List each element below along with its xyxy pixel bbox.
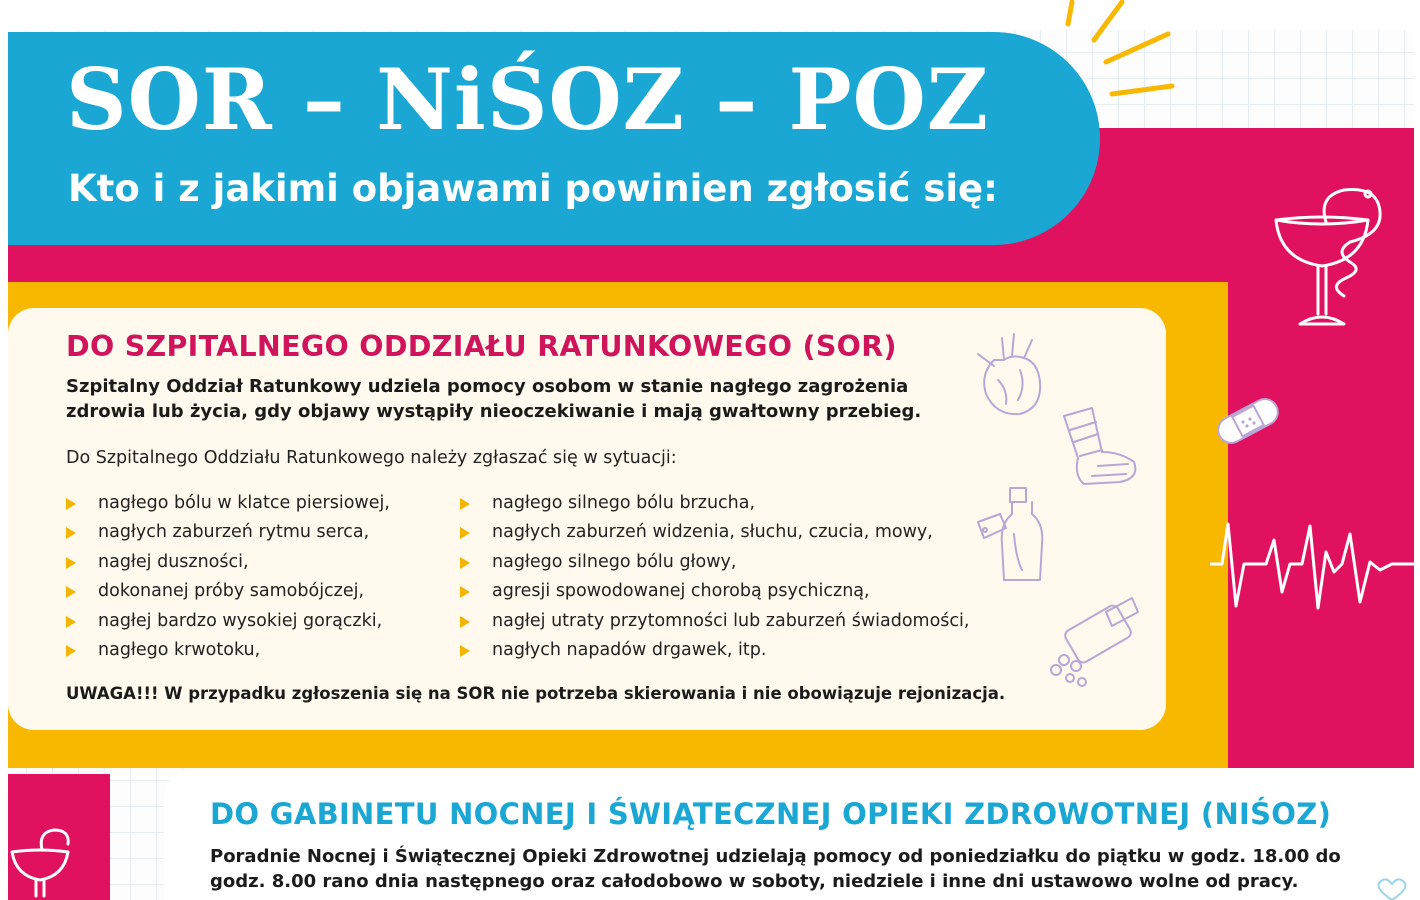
pharmacy-bowl-icon bbox=[1268, 182, 1392, 334]
foot-cast-icon bbox=[1058, 406, 1142, 488]
list-item: nagłego krwotoku, bbox=[66, 636, 390, 665]
list-item: nagłej duszności, bbox=[66, 548, 390, 577]
top-margin bbox=[0, 0, 1420, 30]
bullet-triangle-icon bbox=[460, 527, 470, 539]
right-margin bbox=[1414, 0, 1420, 900]
list-item: nagłych napadów drgawek, itp. bbox=[460, 636, 969, 665]
nisoz-text: Poradnie Nocnej i Świątecznej Opieki Zdrowotnej udzielają pomocy od poniedziałku do piątku w godz. 18.00 do godz. 8.00 rano dnia następnego oraz całodobowo w soboty, niedziele i inne dni ustawowo wolne od pracy. bbox=[210, 846, 1341, 892]
page-title: SOR – NiŚOZ – POZ bbox=[66, 50, 990, 149]
heartbeat-line-icon bbox=[1210, 512, 1414, 616]
bullet-triangle-icon bbox=[66, 645, 76, 657]
list-item: nagłych zaburzeń widzenia, słuchu, czucia, mowy, bbox=[460, 518, 969, 547]
list-item: nagłych zaburzeń rytmu serca, bbox=[66, 518, 390, 547]
list-item: nagłego silnego bólu brzucha, bbox=[460, 489, 969, 518]
corner-bowl-icon bbox=[10, 826, 74, 896]
bullet-triangle-icon bbox=[460, 498, 470, 510]
sor-bullets-right bbox=[460, 489, 969, 665]
bullet-triangle-icon bbox=[66, 527, 76, 539]
list-item: dokonanej próby samobójczej, bbox=[66, 577, 390, 606]
bullet-triangle-icon bbox=[66, 498, 76, 510]
page-subtitle: Kto i z jakimi objawami powinien zgłosić się: bbox=[68, 167, 998, 210]
bullet-triangle-icon bbox=[66, 616, 76, 628]
pill-jar-icon bbox=[1046, 604, 1142, 690]
medicine-bottle-icon bbox=[970, 484, 1048, 586]
bandage-icon bbox=[1212, 392, 1284, 452]
sor-bullets-left bbox=[66, 489, 390, 665]
bullet-triangle-icon bbox=[66, 557, 76, 569]
left-margin bbox=[0, 0, 8, 900]
sor-lead: Do Szpitalnego Oddziału Ratunkowego należy zgłaszać się w sytuacji: bbox=[66, 448, 677, 468]
bullet-triangle-icon bbox=[460, 586, 470, 598]
bullet-triangle-icon bbox=[66, 586, 76, 598]
list-item: nagłego bólu w klatce piersiowej, bbox=[66, 489, 390, 518]
sor-warning-note: UWAGA!!! W przypadku zgłoszenia się na SOR nie potrzeba skierowania i nie obowiązuje rejonizacja. bbox=[66, 684, 1006, 703]
list-item: agresji spowodowanej chorobą psychiczną, bbox=[460, 577, 969, 606]
nisoz-heading: DO GABINETU NOCNEJ I ŚWIĄTECZNEJ OPIEKI ZDROWOTNEJ (NIŚOZ) bbox=[210, 797, 1332, 831]
sor-intro: Szpitalny Oddział Ratunkowy udziela pomocy osobom w stanie nagłego zagrożenia zdrowia lub życia, gdy objawy wystąpiły nieoczekiwanie i mają gwałtowny przebieg. bbox=[66, 376, 922, 422]
list-item: nagłej utraty przytomności lub zaburzeń świadomości, bbox=[460, 607, 969, 636]
bullet-triangle-icon bbox=[460, 616, 470, 628]
list-item: nagłej bardzo wysokiej gorączki, bbox=[66, 607, 390, 636]
bullet-triangle-icon bbox=[460, 645, 470, 657]
sor-heading: DO SZPITALNEGO ODDZIAŁU RATUNKOWEGO (SOR) bbox=[66, 330, 897, 363]
list-item: nagłego silnego bólu głowy, bbox=[460, 548, 969, 577]
bullet-triangle-icon bbox=[460, 557, 470, 569]
